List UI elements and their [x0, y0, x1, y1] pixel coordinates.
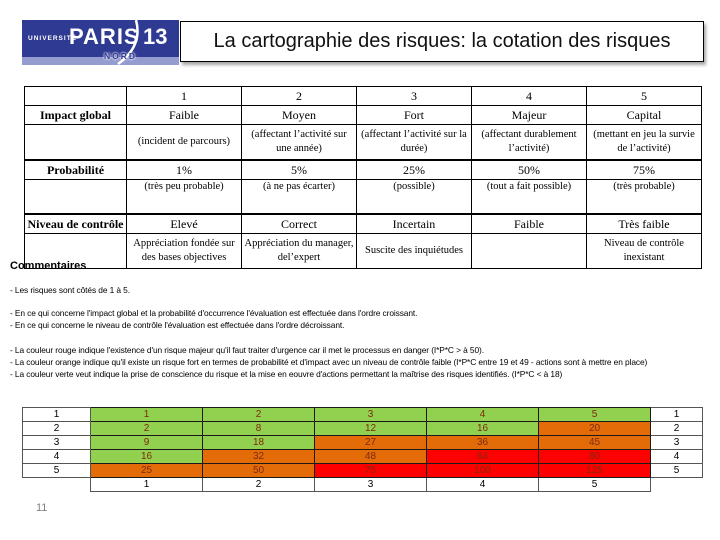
criteria-row-impact-desc — [25, 125, 702, 161]
matrix-bottom-label: 5 — [539, 478, 651, 492]
matrix-cell: 5 — [539, 408, 651, 422]
criteria-cell: Très faible — [587, 214, 702, 234]
matrix-cell: 9 — [91, 436, 203, 450]
slide-title-box — [180, 21, 704, 62]
comments-section — [10, 260, 715, 380]
criteria-cell — [25, 125, 127, 161]
matrix-cell: 27 — [315, 436, 427, 450]
criteria-cell — [25, 87, 127, 106]
criteria-cell: 50% — [472, 160, 587, 180]
matrix-footer-row — [23, 478, 703, 492]
criteria-col-number: 1 — [127, 87, 242, 106]
matrix-cell: 8 — [203, 422, 315, 436]
matrix-cell: 36 — [427, 436, 539, 450]
criteria-cell: Suscite des inquiétudes — [357, 234, 472, 269]
criteria-col-number: 3 — [357, 87, 472, 106]
criteria-cell: (très peu probable) — [127, 180, 242, 215]
criteria-cell: (mettant en jeu la survie de l’activité) — [587, 125, 702, 161]
matrix-corner-blank — [651, 478, 703, 492]
criteria-cell — [25, 180, 127, 215]
criteria-row-header: Probabilité — [25, 160, 127, 180]
matrix-left-label: 4 — [23, 450, 91, 464]
criteria-cell: 1% — [127, 160, 242, 180]
criteria-cell: Appréciation fondée sur des bases objectives — [127, 234, 242, 269]
criteria-cell: (affectant l’activité sur la durée) — [357, 125, 472, 161]
matrix-cell: 16 — [91, 450, 203, 464]
criteria-cell: Faible — [472, 214, 587, 234]
criteria-cell: Majeur — [472, 106, 587, 125]
matrix-cell: 20 — [539, 422, 651, 436]
criteria-cell: (incident de parcours) — [127, 125, 242, 161]
matrix-cell: 125 — [539, 464, 651, 478]
matrix-cell: 12 — [315, 422, 427, 436]
criteria-cell: Correct — [242, 214, 357, 234]
matrix-right-label: 4 — [651, 450, 703, 464]
matrix-cell: 16 — [427, 422, 539, 436]
criteria-row-header: Impact global — [25, 106, 127, 125]
matrix-row — [23, 422, 703, 436]
logo-13-text: 13 — [143, 24, 168, 49]
matrix-right-label: 2 — [651, 422, 703, 436]
matrix-left-label: 3 — [23, 436, 91, 450]
matrix-cell: 18 — [203, 436, 315, 450]
matrix-cell: 80 — [539, 450, 651, 464]
matrix-cell: 32 — [203, 450, 315, 464]
criteria-row-impact — [25, 106, 702, 125]
matrix-row — [23, 436, 703, 450]
matrix-cell: 2 — [203, 408, 315, 422]
university-logo — [22, 20, 179, 65]
comment-line: - La couleur verte veut indique la prise de conscience du risque et la mise en eouvre d'actions permettant la maîtrise des risques identifiés. (I*P*C < à 18) — [10, 369, 563, 379]
page-number: 11 — [36, 502, 48, 514]
matrix-bottom-label: 1 — [91, 478, 203, 492]
criteria-cell: Elevé — [127, 214, 242, 234]
matrix-right-label: 5 — [651, 464, 703, 478]
criteria-cell: 75% — [587, 160, 702, 180]
criteria-cell: 25% — [357, 160, 472, 180]
matrix-bottom-label: 2 — [203, 478, 315, 492]
criteria-col-number: 2 — [242, 87, 357, 106]
criteria-cell: (très probable) — [587, 180, 702, 215]
matrix-row — [23, 408, 703, 422]
comment-line: - La couleur rouge indique l'existence d'un risque majeur qu'il faut traiter d'urgence car il met le processus en danger (I*P*C > à 50). — [10, 345, 484, 355]
matrix-bottom-label: 4 — [427, 478, 539, 492]
comment-line: - Les risques sont côtés de 1 à 5. — [10, 285, 130, 295]
matrix-cell: 45 — [539, 436, 651, 450]
logo-universite-text: UNIVERSITÉ — [28, 35, 78, 42]
logo-curve-icon — [22, 20, 179, 65]
criteria-cell: 5% — [242, 160, 357, 180]
risk-matrix-table — [22, 407, 703, 492]
logo-paris-text: PARIS — [69, 24, 140, 49]
criteria-cell: Appréciation du manager, del’expert — [242, 234, 357, 269]
matrix-left-label: 1 — [23, 408, 91, 422]
matrix-cell: 64 — [427, 450, 539, 464]
criteria-cell: Moyen — [242, 106, 357, 125]
matrix-cell: 50 — [203, 464, 315, 478]
criteria-table — [24, 86, 702, 269]
matrix-left-label: 2 — [23, 422, 91, 436]
matrix-corner-blank — [23, 478, 91, 492]
page-title: La cartographie des risques: la cotation des risques — [213, 30, 671, 52]
comments-heading: Commentaires — [10, 260, 87, 272]
criteria-row-control — [25, 214, 702, 234]
criteria-cell: (affectant durablement l’activité) — [472, 125, 587, 161]
matrix-left-label: 5 — [23, 464, 91, 478]
matrix-row — [23, 450, 703, 464]
matrix-bottom-label: 3 — [315, 478, 427, 492]
matrix-cell: 3 — [315, 408, 427, 422]
comment-line: - La couleur orange indique qu'il existe un risque fort en termes de probabilité et d'impact avec un niveau de contrôle faible (I*P*C entre 19 et 49 - actions sont à mettre en place) — [10, 357, 648, 367]
matrix-cell: 1 — [91, 408, 203, 422]
criteria-cell: (à ne pas écarter) — [242, 180, 357, 215]
criteria-cell: Faible — [127, 106, 242, 125]
logo-nord-text: NORD — [104, 51, 138, 61]
matrix-cell: 25 — [91, 464, 203, 478]
criteria-cell: (possible) — [357, 180, 472, 215]
criteria-col-number: 5 — [587, 87, 702, 106]
criteria-row-numbers — [25, 87, 702, 106]
matrix-cell: 4 — [427, 408, 539, 422]
criteria-cell: Niveau de contrôle inexistant — [587, 234, 702, 269]
matrix-cell: 48 — [315, 450, 427, 464]
matrix-right-label: 3 — [651, 436, 703, 450]
criteria-row-probability-desc — [25, 180, 702, 215]
matrix-right-label: 1 — [651, 408, 703, 422]
criteria-cell: (affectant l’activité sur une année) — [242, 125, 357, 161]
matrix-cell: 2 — [91, 422, 203, 436]
criteria-cell: Incertain — [357, 214, 472, 234]
criteria-row-header: Niveau de contrôle — [25, 214, 127, 234]
comment-line: - En ce qui concerne le niveau de contrôle l'évaluation est effectuée dans l'ordre décroissant. — [10, 320, 345, 330]
criteria-row-probability — [25, 160, 702, 180]
criteria-cell: Capital — [587, 106, 702, 125]
criteria-cell: Fort — [357, 106, 472, 125]
matrix-row — [23, 464, 703, 478]
matrix-cell: 100 — [427, 464, 539, 478]
criteria-col-number: 4 — [472, 87, 587, 106]
criteria-cell: (tout a fait possible) — [472, 180, 587, 215]
comment-line: - En ce qui concerne l'impact global et la probabilité d'occurrence l'évaluation est effectuée dans l'ordre croissant. — [10, 308, 418, 318]
matrix-cell: 75 — [315, 464, 427, 478]
